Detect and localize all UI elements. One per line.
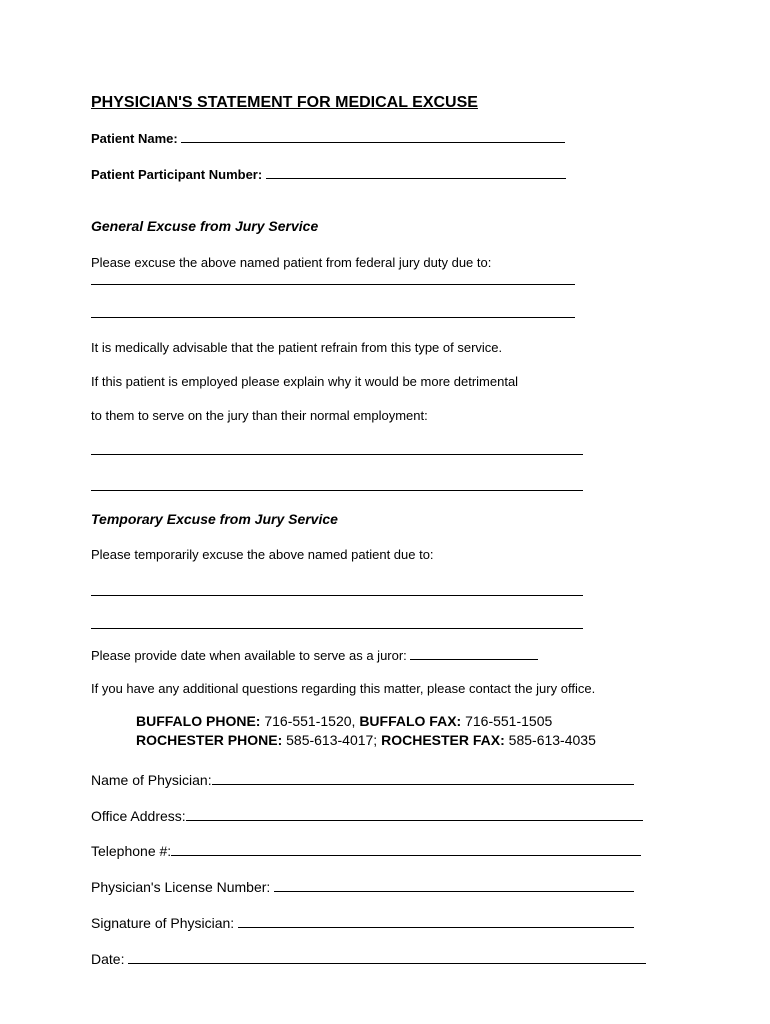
- temporary-reason-line-1[interactable]: [91, 595, 583, 596]
- office-address-field[interactable]: [186, 809, 643, 821]
- rochester-phone: 585-613-4017;: [282, 732, 382, 748]
- general-reason-line-2[interactable]: [91, 317, 575, 318]
- telephone-row: [91, 843, 641, 859]
- employment-reason-line-1[interactable]: [91, 454, 583, 455]
- temporary-excuse-text: Please temporarily excuse the above named patient due to:: [91, 547, 434, 562]
- patient-name-label: Patient Name:: [91, 131, 178, 146]
- buffalo-contact: [136, 713, 552, 729]
- office-address-label: Office Address:: [91, 808, 186, 824]
- buffalo-fax: 716-551-1505: [461, 713, 553, 729]
- general-reason-line-1[interactable]: [91, 284, 575, 285]
- physician-name-field[interactable]: [212, 773, 634, 785]
- rochester-phone-label: ROCHESTER PHONE:: [136, 732, 283, 748]
- employment-text-1: If this patient is employed please explain why it would be more detrimental: [91, 374, 519, 389]
- buffalo-phone: 716-551-1520,: [260, 713, 360, 729]
- license-label: Physician's License Number:: [91, 879, 271, 895]
- participant-number-field[interactable]: [266, 167, 566, 179]
- rochester-fax: 585-613-4035: [504, 732, 596, 748]
- telephone-field[interactable]: [171, 844, 641, 856]
- available-date-label: Please provide date when available to serve as a juror:: [91, 648, 407, 663]
- employment-text-2: to them to serve on the jury than their normal employment:: [91, 408, 428, 423]
- medical-advisable-text: It is medically advisable that the patient refrain from this type of service.: [91, 340, 503, 355]
- temporary-excuse-heading: Temporary Excuse from Jury Service: [91, 511, 338, 527]
- page-title: PHYSICIAN'S STATEMENT FOR MEDICAL EXCUSE: [91, 94, 478, 111]
- date-label: Date:: [91, 951, 125, 967]
- telephone-label: Telephone #:: [91, 843, 172, 859]
- physician-name-row: [91, 772, 634, 788]
- office-address-row: [91, 808, 643, 824]
- date-row: [91, 951, 646, 967]
- buffalo-phone-label: BUFFALO PHONE:: [136, 713, 261, 729]
- questions-text: If you have any additional questions regarding this matter, please contact the jury office.: [91, 681, 596, 696]
- license-field[interactable]: [274, 880, 634, 892]
- general-excuse-text: Please excuse the above named patient from federal jury duty due to:: [91, 255, 492, 270]
- signature-label: Signature of Physician:: [91, 915, 235, 931]
- date-field[interactable]: [128, 952, 646, 964]
- participant-number-label: Patient Participant Number:: [91, 167, 263, 182]
- rochester-fax-label: ROCHESTER FAX:: [381, 732, 505, 748]
- temporary-reason-line-2[interactable]: [91, 628, 583, 629]
- signature-row: [91, 915, 634, 931]
- participant-number-row: [91, 167, 566, 182]
- physician-name-label: Name of Physician:: [91, 772, 212, 788]
- patient-name-field[interactable]: [181, 131, 565, 143]
- patient-name-row: [91, 131, 565, 146]
- license-row: [91, 879, 634, 895]
- employment-reason-line-2[interactable]: [91, 490, 583, 491]
- available-date-field[interactable]: [410, 648, 538, 660]
- rochester-contact: [136, 732, 596, 748]
- available-date-row: [91, 648, 538, 663]
- general-excuse-heading: General Excuse from Jury Service: [91, 218, 319, 234]
- buffalo-fax-label: BUFFALO FAX:: [359, 713, 462, 729]
- signature-field[interactable]: [238, 916, 634, 928]
